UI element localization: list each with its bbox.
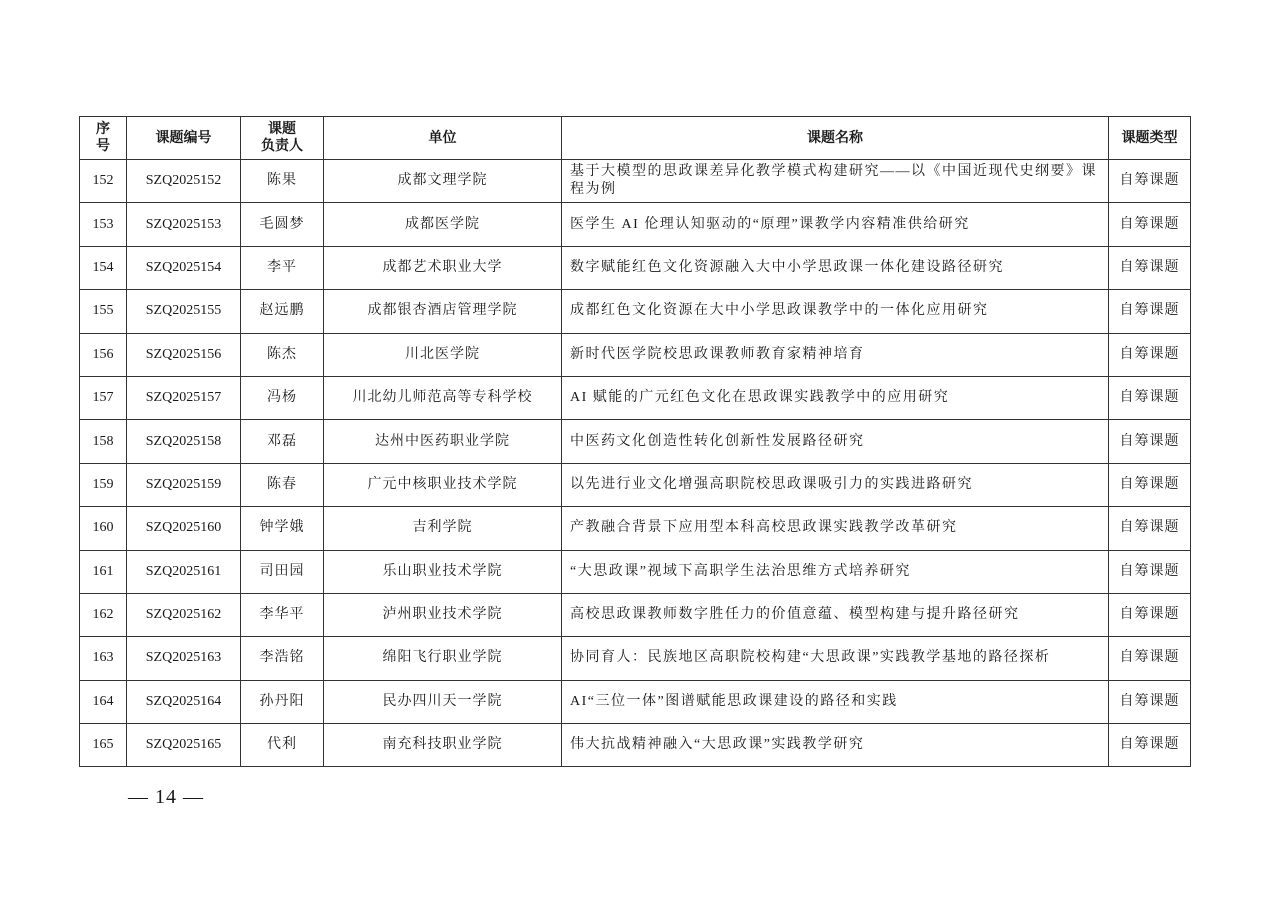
cell-seq: 162 xyxy=(80,593,127,636)
cell-seq: 156 xyxy=(80,333,127,376)
cell-unit: 成都银杏酒店管理学院 xyxy=(324,290,562,333)
cell-title: 数字赋能红色文化资源融入大中小学思政课一体化建设路径研究 xyxy=(562,246,1109,289)
cell-title: 以先进行业文化增强高职院校思政课吸引力的实践进路研究 xyxy=(562,463,1109,506)
cell-title: AI“三位一体”图谱赋能思政课建设的路径和实践 xyxy=(562,680,1109,723)
cell-type: 自筹课题 xyxy=(1109,593,1191,636)
cell-seq: 163 xyxy=(80,637,127,680)
cell-type: 自筹课题 xyxy=(1109,724,1191,767)
cell-leader: 钟学娥 xyxy=(241,507,324,550)
cell-leader: 司田园 xyxy=(241,550,324,593)
cell-unit: 广元中核职业技术学院 xyxy=(324,463,562,506)
cell-code: SZQ2025159 xyxy=(127,463,241,506)
cell-code: SZQ2025162 xyxy=(127,593,241,636)
cell-leader: 邓磊 xyxy=(241,420,324,463)
project-list-table xyxy=(79,116,1191,767)
cell-type: 自筹课题 xyxy=(1109,246,1191,289)
table-body xyxy=(80,160,1191,767)
cell-seq: 152 xyxy=(80,160,127,203)
cell-code: SZQ2025161 xyxy=(127,550,241,593)
cell-code: SZQ2025163 xyxy=(127,637,241,680)
cell-seq: 165 xyxy=(80,724,127,767)
cell-leader: 冯杨 xyxy=(241,376,324,419)
cell-type: 自筹课题 xyxy=(1109,333,1191,376)
cell-code: SZQ2025158 xyxy=(127,420,241,463)
table-row xyxy=(80,593,1191,636)
cell-seq: 157 xyxy=(80,376,127,419)
cell-title: 成都红色文化资源在大中小学思政课教学中的一体化应用研究 xyxy=(562,290,1109,333)
header-seq xyxy=(80,117,127,160)
cell-code: SZQ2025164 xyxy=(127,680,241,723)
cell-title: 中医药文化创造性转化创新性发展路径研究 xyxy=(562,420,1109,463)
cell-seq: 159 xyxy=(80,463,127,506)
cell-code: SZQ2025156 xyxy=(127,333,241,376)
cell-type: 自筹课题 xyxy=(1109,376,1191,419)
table-row xyxy=(80,680,1191,723)
cell-code: SZQ2025155 xyxy=(127,290,241,333)
cell-unit: 成都文理学院 xyxy=(324,160,562,203)
cell-title: “大思政课”视域下高职学生法治思维方式培养研究 xyxy=(562,550,1109,593)
cell-type: 自筹课题 xyxy=(1109,550,1191,593)
cell-type: 自筹课题 xyxy=(1109,420,1191,463)
table-row xyxy=(80,203,1191,246)
cell-seq: 164 xyxy=(80,680,127,723)
cell-unit: 川北幼儿师范高等专科学校 xyxy=(324,376,562,419)
cell-code: SZQ2025160 xyxy=(127,507,241,550)
cell-unit: 泸州职业技术学院 xyxy=(324,593,562,636)
cell-title: 新时代医学院校思政课教师教育家精神培育 xyxy=(562,333,1109,376)
cell-unit: 民办四川天一学院 xyxy=(324,680,562,723)
table-row xyxy=(80,463,1191,506)
table-row xyxy=(80,420,1191,463)
cell-unit: 乐山职业技术学院 xyxy=(324,550,562,593)
header-title: 课题名称 xyxy=(562,117,1109,160)
cell-code: SZQ2025153 xyxy=(127,203,241,246)
cell-unit: 川北医学院 xyxy=(324,333,562,376)
cell-leader: 陈杰 xyxy=(241,333,324,376)
cell-seq: 155 xyxy=(80,290,127,333)
table-row xyxy=(80,507,1191,550)
cell-title: 医学生 AI 伦理认知驱动的“原理”课教学内容精准供给研究 xyxy=(562,203,1109,246)
cell-unit: 达州中医药职业学院 xyxy=(324,420,562,463)
table-row xyxy=(80,290,1191,333)
cell-seq: 160 xyxy=(80,507,127,550)
cell-leader: 李平 xyxy=(241,246,324,289)
cell-leader: 代利 xyxy=(241,724,324,767)
cell-leader: 孙丹阳 xyxy=(241,680,324,723)
cell-leader: 陈果 xyxy=(241,160,324,203)
cell-seq: 161 xyxy=(80,550,127,593)
table-row xyxy=(80,724,1191,767)
header-type: 课题类型 xyxy=(1109,117,1191,160)
cell-type: 自筹课题 xyxy=(1109,160,1191,203)
cell-unit: 成都艺术职业大学 xyxy=(324,246,562,289)
cell-unit: 成都医学院 xyxy=(324,203,562,246)
cell-type: 自筹课题 xyxy=(1109,680,1191,723)
cell-seq: 153 xyxy=(80,203,127,246)
cell-type: 自筹课题 xyxy=(1109,637,1191,680)
table-row xyxy=(80,246,1191,289)
cell-type: 自筹课题 xyxy=(1109,203,1191,246)
cell-leader: 毛圆梦 xyxy=(241,203,324,246)
cell-leader: 李浩铭 xyxy=(241,637,324,680)
table-row xyxy=(80,637,1191,680)
header-leader xyxy=(241,117,324,160)
header-code: 课题编号 xyxy=(127,117,241,160)
header-seq-line1: 序 xyxy=(96,121,110,137)
cell-title: AI 赋能的广元红色文化在思政课实践教学中的应用研究 xyxy=(562,376,1109,419)
header-seq-line2: 号 xyxy=(96,138,110,154)
table-row xyxy=(80,550,1191,593)
cell-type: 自筹课题 xyxy=(1109,463,1191,506)
cell-code: SZQ2025154 xyxy=(127,246,241,289)
cell-leader: 李华平 xyxy=(241,593,324,636)
page-number: — 14 — xyxy=(128,786,204,808)
cell-unit: 南充科技职业学院 xyxy=(324,724,562,767)
header-unit: 单位 xyxy=(324,117,562,160)
cell-type: 自筹课题 xyxy=(1109,290,1191,333)
cell-title: 产教融合背景下应用型本科高校思政课实践教学改革研究 xyxy=(562,507,1109,550)
cell-unit: 绵阳飞行职业学院 xyxy=(324,637,562,680)
cell-leader: 赵远鹏 xyxy=(241,290,324,333)
cell-code: SZQ2025165 xyxy=(127,724,241,767)
table-row xyxy=(80,333,1191,376)
cell-title: 基于大模型的思政课差异化教学模式构建研究——以《中国近现代史纲要》课程为例 xyxy=(562,160,1109,203)
cell-code: SZQ2025157 xyxy=(127,376,241,419)
cell-title: 伟大抗战精神融入“大思政课”实践教学研究 xyxy=(562,724,1109,767)
table-row xyxy=(80,160,1191,203)
table-row xyxy=(80,376,1191,419)
table-header-row xyxy=(80,117,1191,160)
cell-unit: 吉利学院 xyxy=(324,507,562,550)
cell-title: 协同育人：民族地区高职院校构建“大思政课”实践教学基地的路径探析 xyxy=(562,637,1109,680)
cell-type: 自筹课题 xyxy=(1109,507,1191,550)
header-leader-label: 课题负责人 xyxy=(261,121,303,154)
cell-seq: 154 xyxy=(80,246,127,289)
cell-title: 高校思政课教师数字胜任力的价值意蕴、模型构建与提升路径研究 xyxy=(562,593,1109,636)
cell-leader: 陈春 xyxy=(241,463,324,506)
cell-seq: 158 xyxy=(80,420,127,463)
cell-code: SZQ2025152 xyxy=(127,160,241,203)
